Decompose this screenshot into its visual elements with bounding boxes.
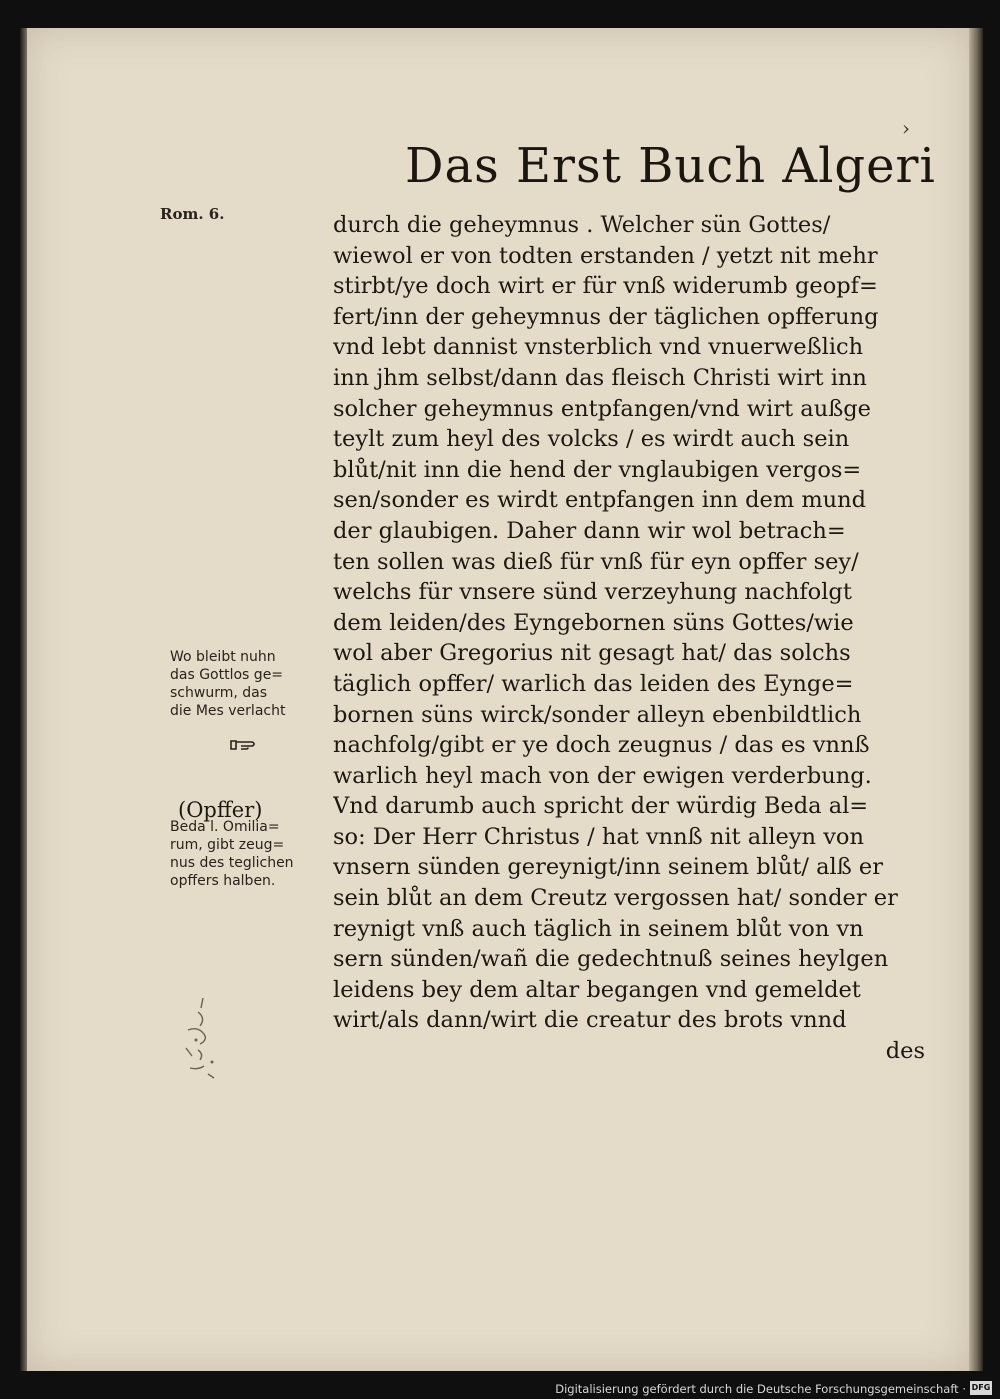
body-line: der glaubigen. Daher dann wir wol betrach=: [333, 517, 846, 544]
margin-scripture-reference: Rom. 6.: [160, 205, 225, 223]
margin-note-line: opffers halben.: [170, 873, 276, 889]
body-line: fert/inn der geheymnus der täglichen opfferung: [333, 303, 879, 330]
dfg-logo: DFG: [970, 1381, 992, 1395]
catchword: des: [885, 1038, 925, 1065]
corner-mark: ›: [902, 116, 910, 140]
margin-note-gloss: [170, 648, 285, 720]
body-line: sern sünden/wañ die gedechtnuß seines heylgen: [333, 946, 889, 973]
body-line: wol aber Gregorius nit gesagt hat/ das solchs: [333, 640, 851, 667]
body-line: täglich opffer/ warlich das leiden des Eynge=: [333, 670, 854, 697]
pointing-hand-icon: [229, 736, 259, 754]
digitization-credit: Digitalisierung gefördert durch die Deutsche Forschungsgemeinschaft ·: [555, 1382, 966, 1396]
body-line: solcher geheymnus entpfangen/vnd wirt außge: [333, 395, 871, 422]
body-line: so: Der Herr Christus / hat vnnß nit alleyn von: [333, 823, 864, 850]
ink-doodle-mark: [168, 990, 238, 1086]
margin-note-line: Beda l. Omilia=: [170, 819, 280, 835]
body-line: wirt/als dann/wirt die creatur des brots vnnd: [333, 1007, 847, 1034]
body-line: vnd lebt dannist vnsterblich vnd vnuerweßlich: [333, 334, 864, 361]
body-line: bornen süns wirck/sonder alleyn ebenbildtlich: [333, 701, 862, 728]
body-line: ten sollen was dieß für vnß für eyn opffer sey/: [333, 548, 859, 575]
margin-note-line: nus des teglichen: [170, 855, 294, 871]
body-line: vnsern sünden gereynigt/inn seinem blůt/ alß er: [333, 854, 883, 881]
body-line: Vnd darumb auch spricht der würdig Beda al=: [333, 793, 869, 820]
margin-note-line: rum, gibt zeug=: [170, 837, 285, 853]
body-line: welchs für vnsere sünd verzeyhung nachfolgt: [333, 579, 852, 606]
running-header-title: Das Erst Buch Algeri: [405, 138, 936, 194]
margin-note-line: die Mes verlacht: [170, 703, 286, 719]
body-line: sein blůt an dem Creutz vergossen hat/ sonder er: [333, 885, 898, 912]
body-text-block: [333, 210, 933, 1067]
body-line: dem leiden/des Eyngebornen süns Gottes/wie: [333, 609, 854, 636]
body-line: stirbt/ye doch wirt er für vnß widerumb geopf=: [333, 273, 878, 300]
body-line: nachfolg/gibt er ye doch zeugnus / das es vnnß: [333, 732, 870, 759]
body-line: leidens bey dem altar begangen vnd gemeldet: [333, 976, 861, 1003]
margin-note-line: schwurm, das: [170, 685, 267, 701]
body-line: wiewol er von todten erstanden / yetzt nit mehr: [333, 242, 878, 269]
body-line: reynigt vnß auch täglich in seinem blůt von vn: [333, 915, 864, 942]
body-line: blůt/nit inn die hend der vnglaubigen vergos=: [333, 456, 862, 483]
margin-note-line: das Gottlos ge=: [170, 667, 284, 683]
page-left-edge: [20, 28, 27, 1371]
body-line: teylt zum heyl des volcks / es wirdt auch sein: [333, 426, 850, 453]
body-line: durch die geheymnus . Welcher sün Gottes/: [333, 212, 831, 238]
margin-heading-opffer: (Opffer): [178, 798, 263, 822]
body-line: sen/sonder es wirdt entpfangen inn dem mund: [333, 487, 867, 514]
margin-note-beda: [170, 818, 294, 890]
body-line: inn jhm selbst/dann das fleisch Christi wirt inn: [333, 364, 867, 391]
page-gutter: [969, 28, 983, 1371]
margin-note-line: Wo bleibt nuhn: [170, 649, 276, 665]
body-line: warlich heyl mach von der ewigen verderbung.: [333, 762, 872, 789]
